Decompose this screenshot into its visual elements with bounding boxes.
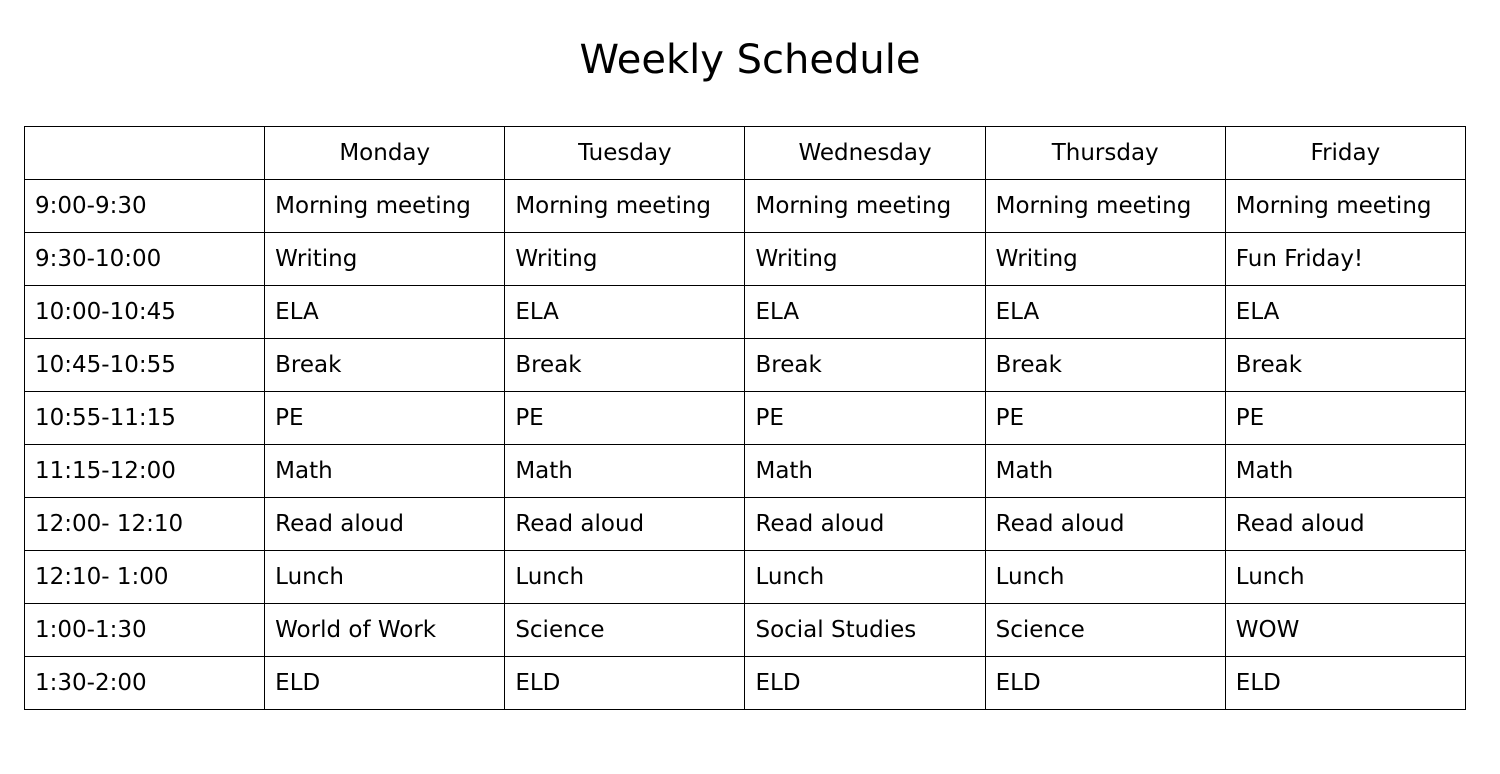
activity-cell: Writing bbox=[745, 233, 985, 286]
header-cell-time bbox=[25, 127, 265, 180]
activity-cell: Lunch bbox=[505, 551, 745, 604]
schedule-table bbox=[24, 126, 1466, 710]
table-row bbox=[25, 233, 1466, 286]
activity-cell: PE bbox=[745, 392, 985, 445]
activity-cell: Math bbox=[985, 445, 1225, 498]
header-cell-monday: Monday bbox=[265, 127, 505, 180]
activity-cell: ELD bbox=[505, 657, 745, 710]
header-cell-tuesday: Tuesday bbox=[505, 127, 745, 180]
activity-cell: Science bbox=[985, 604, 1225, 657]
activity-cell: Break bbox=[1225, 339, 1465, 392]
header-cell-wednesday: Wednesday bbox=[745, 127, 985, 180]
activity-cell: Read aloud bbox=[745, 498, 985, 551]
activity-cell: Lunch bbox=[985, 551, 1225, 604]
time-cell: 12:10- 1:00 bbox=[25, 551, 265, 604]
activity-cell: ELD bbox=[985, 657, 1225, 710]
page-title: Weekly Schedule bbox=[579, 37, 921, 83]
activity-cell: PE bbox=[1225, 392, 1465, 445]
time-cell: 10:45-10:55 bbox=[25, 339, 265, 392]
table-row bbox=[25, 498, 1466, 551]
activity-cell: ELA bbox=[265, 286, 505, 339]
activity-cell: Morning meeting bbox=[265, 180, 505, 233]
activity-cell: Morning meeting bbox=[1225, 180, 1465, 233]
activity-cell: Break bbox=[505, 339, 745, 392]
table-row bbox=[25, 604, 1466, 657]
activity-cell: Math bbox=[505, 445, 745, 498]
activity-cell: PE bbox=[265, 392, 505, 445]
time-cell: 9:00-9:30 bbox=[25, 180, 265, 233]
table-row bbox=[25, 180, 1466, 233]
activity-cell: Writing bbox=[505, 233, 745, 286]
activity-cell: Morning meeting bbox=[985, 180, 1225, 233]
activity-cell: Break bbox=[745, 339, 985, 392]
activity-cell: WOW bbox=[1225, 604, 1465, 657]
time-cell: 10:55-11:15 bbox=[25, 392, 265, 445]
activity-cell: PE bbox=[505, 392, 745, 445]
activity-cell: Science bbox=[505, 604, 745, 657]
activity-cell: Morning meeting bbox=[745, 180, 985, 233]
activity-cell: Math bbox=[745, 445, 985, 498]
activity-cell: Lunch bbox=[265, 551, 505, 604]
time-cell: 10:00-10:45 bbox=[25, 286, 265, 339]
activity-cell: Lunch bbox=[745, 551, 985, 604]
activity-cell: ELA bbox=[745, 286, 985, 339]
activity-cell: ELA bbox=[1225, 286, 1465, 339]
header-cell-friday: Friday bbox=[1225, 127, 1465, 180]
activity-cell: ELD bbox=[265, 657, 505, 710]
table-row bbox=[25, 551, 1466, 604]
activity-cell: ELD bbox=[1225, 657, 1465, 710]
activity-cell: World of Work bbox=[265, 604, 505, 657]
activity-cell: ELD bbox=[745, 657, 985, 710]
activity-cell: Math bbox=[1225, 445, 1465, 498]
time-cell: 1:00-1:30 bbox=[25, 604, 265, 657]
time-cell: 1:30-2:00 bbox=[25, 657, 265, 710]
activity-cell: Read aloud bbox=[985, 498, 1225, 551]
activity-cell: Read aloud bbox=[505, 498, 745, 551]
activity-cell: Break bbox=[265, 339, 505, 392]
activity-cell: Break bbox=[985, 339, 1225, 392]
time-cell: 11:15-12:00 bbox=[25, 445, 265, 498]
time-cell: 12:00- 12:10 bbox=[25, 498, 265, 551]
table-row bbox=[25, 445, 1466, 498]
time-cell: 9:30-10:00 bbox=[25, 233, 265, 286]
activity-cell: ELA bbox=[505, 286, 745, 339]
activity-cell: PE bbox=[985, 392, 1225, 445]
activity-cell: ELA bbox=[985, 286, 1225, 339]
table-row bbox=[25, 657, 1466, 710]
table-row bbox=[25, 286, 1466, 339]
header-cell-thursday: Thursday bbox=[985, 127, 1225, 180]
activity-cell: Social Studies bbox=[745, 604, 985, 657]
activity-cell: Read aloud bbox=[265, 498, 505, 551]
activity-cell: Lunch bbox=[1225, 551, 1465, 604]
activity-cell: Writing bbox=[265, 233, 505, 286]
activity-cell: Math bbox=[265, 445, 505, 498]
activity-cell: Read aloud bbox=[1225, 498, 1465, 551]
table-row bbox=[25, 339, 1466, 392]
activity-cell: Writing bbox=[985, 233, 1225, 286]
header-row bbox=[25, 127, 1466, 180]
table-row bbox=[25, 392, 1466, 445]
activity-cell: Morning meeting bbox=[505, 180, 745, 233]
activity-cell: Fun Friday! bbox=[1225, 233, 1465, 286]
